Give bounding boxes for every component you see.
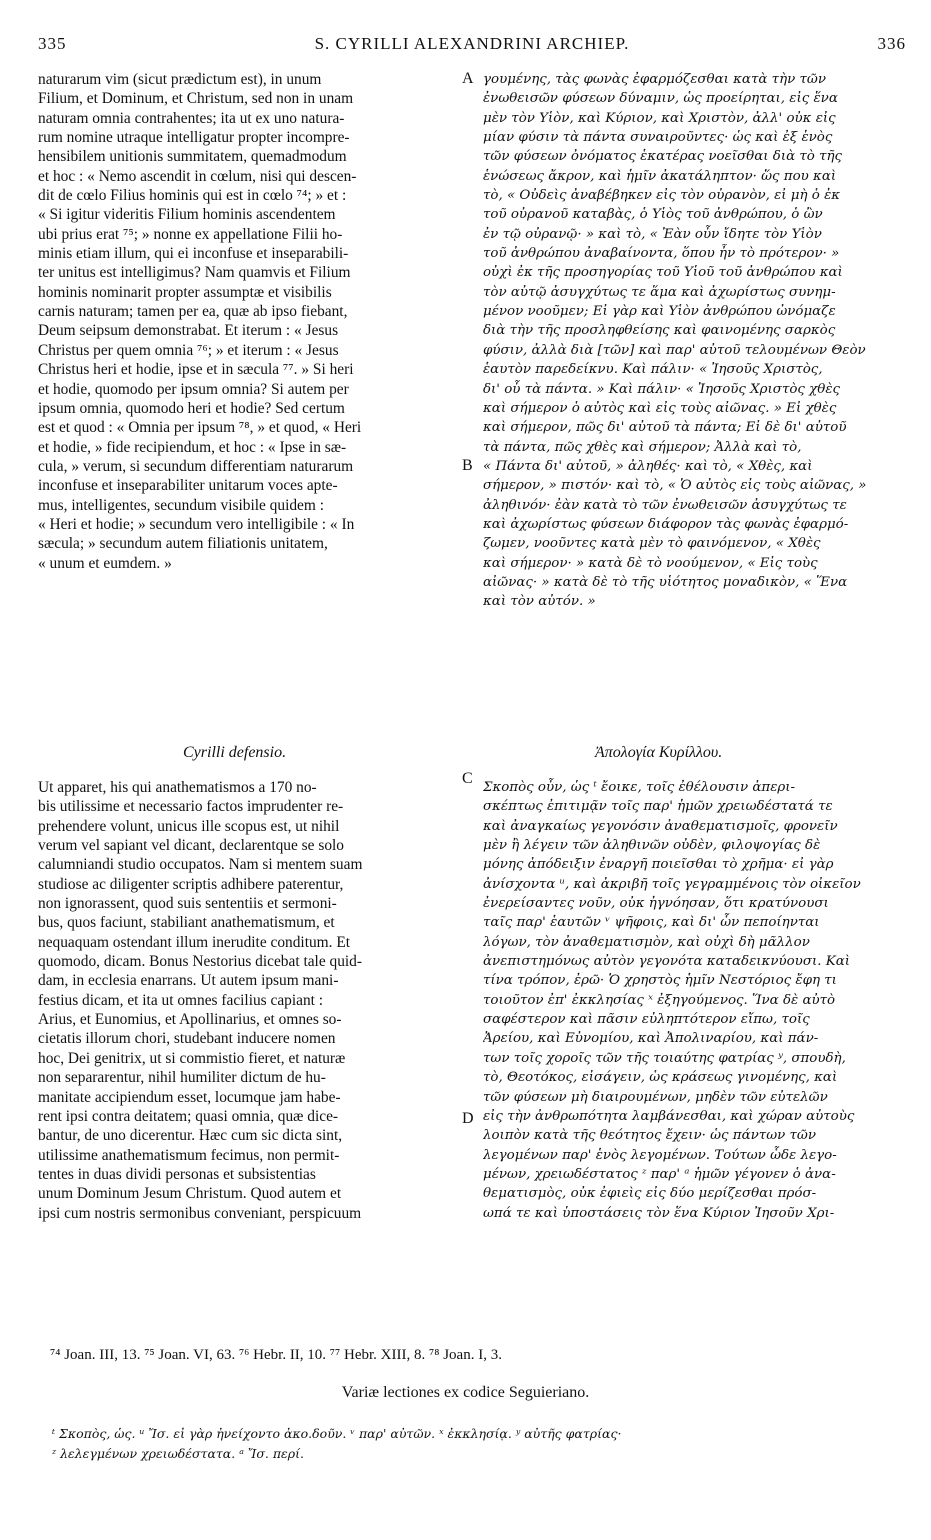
greek-text-line: φύσιν, ἀλλὰ διὰ [τῶν] καὶ παρ' αὐτοῦ τελουμένων Θεὸν xyxy=(483,342,866,358)
latin-text-line: « Heri et hodie; » secundum vero intelligibile : « In xyxy=(38,515,355,533)
latin-text-line: mus, intelligentes, secundum visibile quidem : xyxy=(38,496,324,514)
variae-lectiones-title: Variæ lectiones ex codice Seguieriano. xyxy=(341,1384,590,1401)
latin-text-line: cietatis illorum chori, studebant inducere nomen xyxy=(38,1030,336,1048)
latin-text-line: dam, in ecclesia enarrans. Ut autem ipsum mani- xyxy=(38,972,339,990)
greek-text-line: των τοῖς χοροῖς τῶν τῆς τοιαύτης φατρίας ʸ, σπουδὴ, xyxy=(483,1050,846,1066)
greek-text-line: « Πάντα δι' αὐτοῦ, » ἀληθές· καὶ τὸ, « Χθὲς, καὶ xyxy=(483,458,813,474)
latin-text-line: inconfuse et inseparabiliter unitarum voces apte- xyxy=(38,477,338,495)
page-number-right: 336 xyxy=(877,34,906,53)
greek-text-line: ἐνερείσαντες νοῦν, οὐκ ἠγνόησαν, ὅτι κρατύνουσι xyxy=(483,896,829,912)
latin-text-line: Christus per quem omnia ⁷⁶; » et iterum : « Jesus xyxy=(38,341,339,359)
latin-text-line: sæcula; » secundum autem filiationis unitatem, xyxy=(38,535,328,553)
greek-text-line: τὸ, « Οὐδεὶς ἀναβέβηκεν εἰς τὸν οὐρανὸν, εἰ μὴ ὁ ἐκ xyxy=(483,188,841,204)
latin-text-line: non separarentur, nihil humiliter dictum de hu- xyxy=(38,1069,326,1087)
latin-text-line: Arius, et Eunomius, et Apollinarius, et omnes so- xyxy=(38,1011,342,1029)
latin-text-line: et hodie, » fide recipiendum, et hoc : « Ipse in sæ- xyxy=(38,438,347,456)
greek-text-line: Ἀρείου, καὶ Εὐνομίου, καὶ Ἀπολιναρίου, καὶ πάν- xyxy=(483,1031,819,1047)
greek-text-line: οὐχὶ ἐκ τῆς προσηγορίας τοῦ Υἱοῦ τοῦ ἀνθρώπου καὶ xyxy=(483,265,843,281)
latin-text-line: ubi prius erat ⁷⁵; » nonne ex appellatione Filii ho- xyxy=(38,225,343,243)
greek-text-line: τῶν φύσεων μὴ διαιρουμένων, μηδὲν τῶν εὐτελῶν xyxy=(483,1089,828,1105)
latin-text-line: hominis nominarit propter assumptæ et visibilis xyxy=(38,283,332,301)
page-number-left: 335 xyxy=(38,34,67,53)
latin-text-line: quomodo, dicam. Bonus Nestorius dicebat tale quid- xyxy=(38,953,362,971)
greek-text-line: ωπά τε καὶ ὑποστάσεις τὸν ἕνα Κύριον Ἰησοῦν Χρι- xyxy=(483,1205,835,1221)
latin-text-line: et hodie, quomodo per ipsum omnia? Si autem per xyxy=(38,380,349,398)
greek-text-line: καὶ ἀχωρίστως φύσεων διάφορον τὰς φωνὰς ἐφαρμό- xyxy=(483,516,849,532)
greek-text-line: ἑαυτὸν παρεδείκνυ. Καὶ πάλιν· « Ἰησοῦς Χριστὸς, xyxy=(483,362,823,378)
latin-text-line: hensibilem unitionis summitatem, quemadmodum xyxy=(38,148,347,166)
greek-text-line: καὶ τὸν αὐτόν. » xyxy=(483,594,596,610)
latin-text-line: Deum seipsum demonstrabat. Et iterum : « Jesus xyxy=(38,322,339,340)
greek-text-line: ἀνεπιστημόνως αὐτὸν γεγονότα καταδεικνύουσι. Καὶ xyxy=(483,954,851,970)
greek-text-line: τοῦ ἀνθρώπου ἀναβαίνοντα, ὅπου ἦν τὸ πρότερον· » xyxy=(483,246,840,262)
greek-text-line: ἑνώσεως ἄκρον, καὶ ἡμῖν ἀκατάληπτον· ὥς που καὶ xyxy=(483,168,837,184)
greek-text-line: ἐνωθεισῶν φύσεων δύναμιν, ὡς προείρηται, εἰς ἕνα xyxy=(483,91,838,107)
margin-marker-d: D xyxy=(462,1110,474,1127)
greek-text-line: σήμερον, » πιστόν· καὶ τὸ, « Ὁ αὐτὸς εἰς τοὺς αἰῶνας, » xyxy=(483,478,867,494)
latin-text-line: calumniandi studio occupatos. Nam si mentem suam xyxy=(38,856,363,874)
latin-text-line: bus, quos faciunt, stabiliant anathematismum, et xyxy=(38,914,335,932)
greek-text-line: δι' οὗ τὰ πάντα. » Καὶ πάλιν· « Ἰησοῦς Χριστὸς χθὲς xyxy=(483,381,841,397)
scripture-footnotes: ⁷⁴ Joan. III, 13. ⁷⁵ Joan. VI, 63. ⁷⁶ Hebr. II, 10. ⁷⁷ Hebr. XIII, 8. ⁷⁸ Joan. I, 3. xyxy=(50,1347,502,1363)
latin-text-line: minis etiam illum, qui ei inconfuse et inseparabili- xyxy=(38,245,349,263)
latin-text-line: et hoc : « Nemo ascendit in cœlum, nisi qui descen- xyxy=(38,167,357,185)
greek-text-line: Σκοπὸς οὖν, ὡς ᵗ ἔοικε, τοῖς ἐθέλουσιν ἀπερι- xyxy=(483,780,796,795)
section-title-greek: Ἀπολογία Κυρίλλου. xyxy=(595,744,723,761)
latin-text-line: hoc, Dei genitrix, ut si commistio fieret, et naturæ xyxy=(38,1049,346,1067)
greek-text-line: μένων, χρειωδέστατος ᶻ παρ' ᵃ ἡμῶν γέγονεν ὁ ἀνα- xyxy=(483,1166,836,1182)
running-title: S. CYRILLI ALEXANDRINI ARCHIEP. xyxy=(314,34,630,53)
margin-marker-b: B xyxy=(462,457,473,474)
greek-text-line: καὶ σήμερον· » κατὰ δὲ τὸ νοούμενον, « Εἰς τοὺς xyxy=(483,555,818,571)
greek-text-line: μόνης ἀπόδειξιν ἐναργῆ ποιεῖσθαι τὸ χρῆμα· εἰ γὰρ xyxy=(483,857,834,873)
latin-text-line: est et quod : « Omnia per ipsum ⁷⁸, » et quod, « Heri xyxy=(38,419,362,437)
latin-text-line: tentes in duas dividi personas et subsistentias xyxy=(38,1165,316,1183)
greek-text-line: εἰς τὴν ἀνθρωπότητα λαμβάνεσθαι, καὶ χώραν αὐτοὺς xyxy=(483,1108,855,1124)
latin-text-line: bis utilissime et necessario factos imprudenter re- xyxy=(38,798,344,816)
greek-text-line: θεματισμὸς, οὐκ ἐφιεὶς εἰς δύο μερίζεσθαι πρόσ- xyxy=(483,1186,817,1202)
greek-text-line: τοιοῦτον ἐπ' ἐκκλησίας ˣ ἐξηγούμενος. Ἵνα δὲ αὐτὸ xyxy=(483,992,836,1008)
greek-text-line: τῶν φύσεων ὀνόματος ἑκατέρας νοεῖσθαι διὰ τὸ τῆς xyxy=(483,149,843,165)
latin-text-line: cula, » verum, si secundum differentiam naturarum xyxy=(38,457,354,475)
margin-marker-c: C xyxy=(462,770,473,787)
greek-text-line: μὲν ἢ λέγειν τῶν ἀληθινῶν οὐδὲν, φιλοψογίας δὲ xyxy=(483,838,821,854)
latin-text-line: non ignorassent, quod suis sententiis et sermoni- xyxy=(38,895,337,913)
greek-text-line: μίαν φύσιν τὰ πάντα συναιροῦντες· ὡς καὶ ἐξ ἑνὸς xyxy=(483,130,833,146)
greek-text-line: ἀληθινόν· ἐὰν κατὰ τὸ τῶν ἐνωθεισῶν ἀσυγχύτως τε xyxy=(483,497,847,513)
greek-text-line: καὶ ἀναγκαίως γεγονόσιν ἀναθεματισμοῖς, φρονεῖν xyxy=(483,818,838,834)
latin-text-line: studiose ac diligenter scriptis adhibere paterentur, xyxy=(38,875,344,893)
latin-text-line: ter unitus est intelligimus? Nam quamvis et Filium xyxy=(38,264,351,282)
latin-text-line: verum vel sapiant vel dicant, declarentque se solo xyxy=(38,837,344,855)
latin-text-line: carnis naturam; tamen per ea, quæ ab ipso fiebant, xyxy=(38,303,348,321)
greek-text-line: τὸν αὐτῷ ἀσυγχύτως τε ἅμα καὶ ἀχωρίστως συνημ- xyxy=(483,284,836,300)
variant-line: ᶻ λελεγμένων χρειωδέστατα. ᵃ Ἴσ. περί. xyxy=(52,1446,304,1461)
greek-text-line: τὸ, Θεοτόκος, εἰσάγειν, ὡς κράσεως γινομένης, καὶ xyxy=(483,1070,838,1086)
latin-column-top xyxy=(38,70,458,573)
latin-text-line: « Si igitur videritis Filium hominis ascendentem xyxy=(38,206,336,224)
greek-text-line: καὶ σήμερον, πῶς δι' αὐτοῦ τὰ πάντα; Εἰ δὲ δι' αὐτοῦ xyxy=(483,420,847,436)
greek-text-line: αἰῶνας· » κατὰ δὲ τὸ τῆς υἱότητος μοναδικὸν, « Ἕνα xyxy=(483,574,848,590)
greek-text-line: ταῖς παρ' ἑαυτῶν ᵛ ψῆφοις, καὶ δι' ὧν πεποίηνται xyxy=(483,915,820,931)
latin-text-line: Filium, et Dominum, et Christum, sed non in unam xyxy=(38,90,354,108)
latin-text-line: rum nomine utraque intelligatur propter incompre- xyxy=(38,129,350,147)
greek-column-top xyxy=(483,70,908,612)
latin-text-line: naturarum vim (sicut prædictum est), in unum xyxy=(38,71,322,88)
greek-text-line: σκέπτως ἐπιτιμᾷν τοῖς παρ' ἡμῶν χρειωδέστατά τε xyxy=(483,799,833,815)
latin-text-line: rent ipsi contra deitatem; quasi omnia, quæ dice- xyxy=(38,1107,339,1125)
greek-column-bottom xyxy=(483,778,908,1223)
greek-text-line: ζωμεν, νοοῦντες κατὰ μὲν τὸ φαινόμενον, « Χθὲς xyxy=(483,536,821,552)
latin-column-bottom xyxy=(38,778,458,1223)
latin-text-line: Christus heri et hodie, ipse et in sæcula ⁷⁷. » Si heri xyxy=(38,361,354,379)
latin-text-line: nequaquam ostendant illum inerudite conditum. Et xyxy=(38,933,351,951)
greek-text-line: καὶ σήμερον ὁ αὐτὸς καὶ εἰς τοὺς αἰῶνας. » Εἰ χθὲς xyxy=(483,400,837,416)
variant-line: ᵗ Σκοπὸς, ὡς. ᵘ Ἴσ. εἰ γὰρ ἠνείχοντο ἀκο.δοῦν. ᵛ παρ' αὐτῶν. ˣ ἐκκλησίᾳ. ʸ αὐτῆς φατρίας· xyxy=(52,1426,622,1441)
margin-marker-a: A xyxy=(462,70,474,87)
running-header xyxy=(38,34,906,58)
latin-text-line: ipsum omnia, quomodo heri et hodie? Sed certum xyxy=(38,399,345,417)
section-title-latin: Cyrilli defensio. xyxy=(183,744,287,761)
latin-text-line: naturam omnia contrahentes; ita ut ex uno natura- xyxy=(38,109,345,127)
greek-text-line: γουμένης, τὰς φωνὰς ἐφαρμόζεσθαι κατὰ τὴν τῶν xyxy=(483,72,826,87)
latin-text-line: Ut apparet, his qui anathematismos a 170 no- xyxy=(38,779,317,796)
greek-text-line: λεγομένων παρ' ἑνὸς λεγομένων. Τούτων ὧδε λεγο- xyxy=(483,1147,837,1163)
latin-text-line: prehendere volunt, unicus ille scopus est, ut nihil xyxy=(38,817,340,835)
latin-text-line: manitate accipiendum esset, locumque jam habe- xyxy=(38,1088,341,1106)
greek-text-line: διὰ τὴν τῆς προσληφθείσης καὶ φαινομένης σαρκὸς xyxy=(483,323,836,339)
greek-text-line: μὲν τὸν Υἱὸν, καὶ Κύριον, καὶ Χριστὸν, ἀλλ' οὐκ εἰς xyxy=(483,110,836,126)
greek-text-line: τίνα τρόπον, ἐρῶ· Ὁ χρηστὸς ἡμῖν Νεστόριος ἔφη τι xyxy=(483,973,837,989)
greek-text-line: λόγων, τὸν ἀναθεματισμὸν, καὶ οὐχὶ δὴ μᾶλλον xyxy=(483,934,810,950)
latin-text-line: utilissime anathematismum fecimus, non permit- xyxy=(38,1146,340,1164)
greek-text-line: ἐν τῷ οὐρανῷ· » καὶ τὸ, « Ἐὰν οὖν ἴδητε τὸν Υἱὸν xyxy=(483,226,822,242)
latin-text-line: « unum et eumdem. » xyxy=(38,554,172,572)
greek-text-line: λοιπὸν κατὰ τῆς θεότητος ἔχειν· ὡς πάντων τῶν xyxy=(483,1128,816,1144)
latin-text-line: bantur, de uno dicerentur. Hæc cum sic dicta sint, xyxy=(38,1127,343,1145)
latin-text-line: unum Dominum Jesum Christum. Quod autem et xyxy=(38,1185,342,1203)
greek-text-line: σαφέστερον καὶ πᾶσιν εὐληπτότερον εἴπω, τοῖς xyxy=(483,1012,810,1028)
latin-text-line: dit de cœlo Filius hominis qui est in cœlo ⁷⁴; » et : xyxy=(38,187,347,205)
greek-text-line: τὰ πάντα, πῶς χθὲς καὶ σήμερον; Ἀλλὰ καὶ τὸ, xyxy=(483,439,802,455)
latin-text-line: festius dicam, et ita ut omnes facilius capiant : xyxy=(38,991,324,1009)
latin-text-line: ipsi cum nostris sermonibus conveniant, perspicuum xyxy=(38,1204,362,1222)
greek-text-line: ἀνίσχοντα ᵘ, καὶ ἀκριβῆ τοῖς γεγραμμένοις τὸν οἰκεῖον xyxy=(483,876,861,892)
greek-text-line: μένον νοοῦμεν; Εἰ γὰρ καὶ Υἱὸν ἀνθρώπου ὠνόμαζε xyxy=(483,304,836,320)
greek-text-line: τοῦ οὐρανοῦ καταβὰς, ὁ Υἱὸς τοῦ ἀνθρώπου, ὁ ὢν xyxy=(483,207,823,223)
